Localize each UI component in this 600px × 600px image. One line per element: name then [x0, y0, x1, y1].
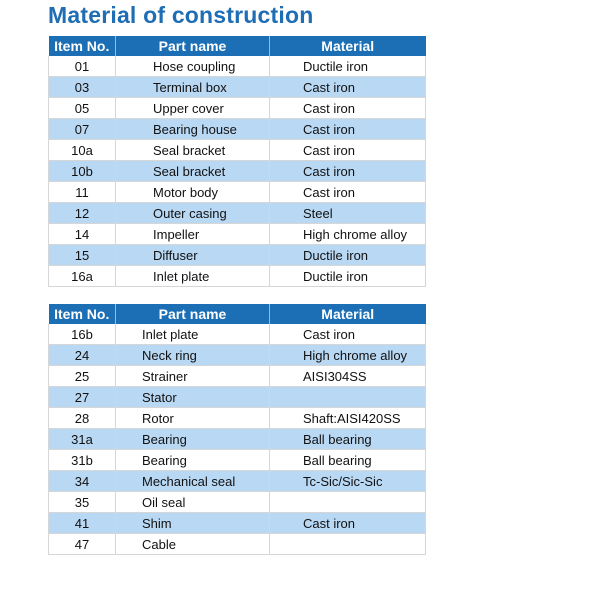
cell-part-name: Inlet plate: [116, 266, 270, 287]
cell-material: Ball bearing: [270, 429, 426, 450]
cell-item-no: 15: [49, 245, 116, 266]
cell-material: Ductile iron: [270, 245, 426, 266]
cell-material: Tc-Sic/Sic-Sic: [270, 471, 426, 492]
table-row: [49, 492, 426, 513]
cell-part-name: Stator: [116, 387, 270, 408]
table-row: [49, 387, 426, 408]
cell-part-name: Strainer: [116, 366, 270, 387]
cell-part-name: Shim: [116, 513, 270, 534]
table-row: [49, 161, 426, 182]
cell-material: Steel: [270, 203, 426, 224]
cell-item-no: 11: [49, 182, 116, 203]
cell-material: Cast iron: [270, 140, 426, 161]
cell-item-no: 27: [49, 387, 116, 408]
materials-table-1: [48, 36, 426, 287]
cell-material: [270, 492, 426, 513]
cell-part-name: Outer casing: [116, 203, 270, 224]
cell-item-no: 05: [49, 98, 116, 119]
table-row: [49, 98, 426, 119]
header-item-no: Item No.: [49, 36, 116, 56]
cell-part-name: Impeller: [116, 224, 270, 245]
cell-part-name: Terminal box: [116, 77, 270, 98]
table-row: [49, 203, 426, 224]
cell-item-no: 31b: [49, 450, 116, 471]
cell-item-no: 16b: [49, 324, 116, 345]
table-row: [49, 534, 426, 555]
header-material: Material: [270, 36, 426, 56]
cell-material: Cast iron: [270, 324, 426, 345]
cell-part-name: Bearing: [116, 450, 270, 471]
table-row: [49, 513, 426, 534]
header-material: Material: [270, 304, 426, 324]
table-row: [49, 266, 426, 287]
header-part-name: Part name: [116, 304, 270, 324]
table-row: [49, 140, 426, 161]
table-row: [49, 408, 426, 429]
cell-material: [270, 534, 426, 555]
cell-item-no: 03: [49, 77, 116, 98]
cell-item-no: 47: [49, 534, 116, 555]
cell-item-no: 34: [49, 471, 116, 492]
table-row: [49, 429, 426, 450]
cell-item-no: 35: [49, 492, 116, 513]
table-row: [49, 324, 426, 345]
cell-material: [270, 387, 426, 408]
cell-material: Ductile iron: [270, 266, 426, 287]
cell-part-name: Inlet plate: [116, 324, 270, 345]
cell-material: High chrome alloy: [270, 224, 426, 245]
table-row: [49, 345, 426, 366]
cell-part-name: Rotor: [116, 408, 270, 429]
table-row: [49, 77, 426, 98]
cell-item-no: 25: [49, 366, 116, 387]
cell-item-no: 07: [49, 119, 116, 140]
table-row: [49, 224, 426, 245]
header-part-name: Part name: [116, 36, 270, 56]
cell-material: Cast iron: [270, 98, 426, 119]
table-header-row: [49, 36, 426, 56]
cell-material: Cast iron: [270, 182, 426, 203]
cell-item-no: 10b: [49, 161, 116, 182]
cell-part-name: Seal bracket: [116, 161, 270, 182]
cell-item-no: 31a: [49, 429, 116, 450]
materials-table-2: [48, 304, 426, 555]
cell-part-name: Bearing: [116, 429, 270, 450]
cell-part-name: Bearing house: [116, 119, 270, 140]
cell-part-name: Mechanical seal: [116, 471, 270, 492]
table-row: [49, 471, 426, 492]
cell-part-name: Neck ring: [116, 345, 270, 366]
table-row: [49, 366, 426, 387]
cell-material: Ball bearing: [270, 450, 426, 471]
cell-part-name: Hose coupling: [116, 56, 270, 77]
cell-item-no: 28: [49, 408, 116, 429]
cell-material: Cast iron: [270, 77, 426, 98]
cell-material: Ductile iron: [270, 56, 426, 77]
table-row: [49, 245, 426, 266]
cell-item-no: 01: [49, 56, 116, 77]
cell-material: High chrome alloy: [270, 345, 426, 366]
table-row: [49, 56, 426, 77]
cell-material: AISI304SS: [270, 366, 426, 387]
cell-material: Shaft:AISI420SS: [270, 408, 426, 429]
cell-item-no: 16a: [49, 266, 116, 287]
cell-item-no: 14: [49, 224, 116, 245]
table-row: [49, 119, 426, 140]
table-header-row: [49, 304, 426, 324]
cell-part-name: Oil seal: [116, 492, 270, 513]
cell-material: Cast iron: [270, 119, 426, 140]
cell-part-name: Diffuser: [116, 245, 270, 266]
cell-part-name: Seal bracket: [116, 140, 270, 161]
page-title: Material of construction: [48, 2, 314, 28]
cell-item-no: 12: [49, 203, 116, 224]
cell-item-no: 24: [49, 345, 116, 366]
header-item-no: Item No.: [49, 304, 116, 324]
cell-item-no: 41: [49, 513, 116, 534]
cell-part-name: Upper cover: [116, 98, 270, 119]
table-row: [49, 182, 426, 203]
cell-item-no: 10a: [49, 140, 116, 161]
cell-part-name: Cable: [116, 534, 270, 555]
table-row: [49, 450, 426, 471]
cell-material: Cast iron: [270, 161, 426, 182]
cell-material: Cast iron: [270, 513, 426, 534]
cell-part-name: Motor body: [116, 182, 270, 203]
